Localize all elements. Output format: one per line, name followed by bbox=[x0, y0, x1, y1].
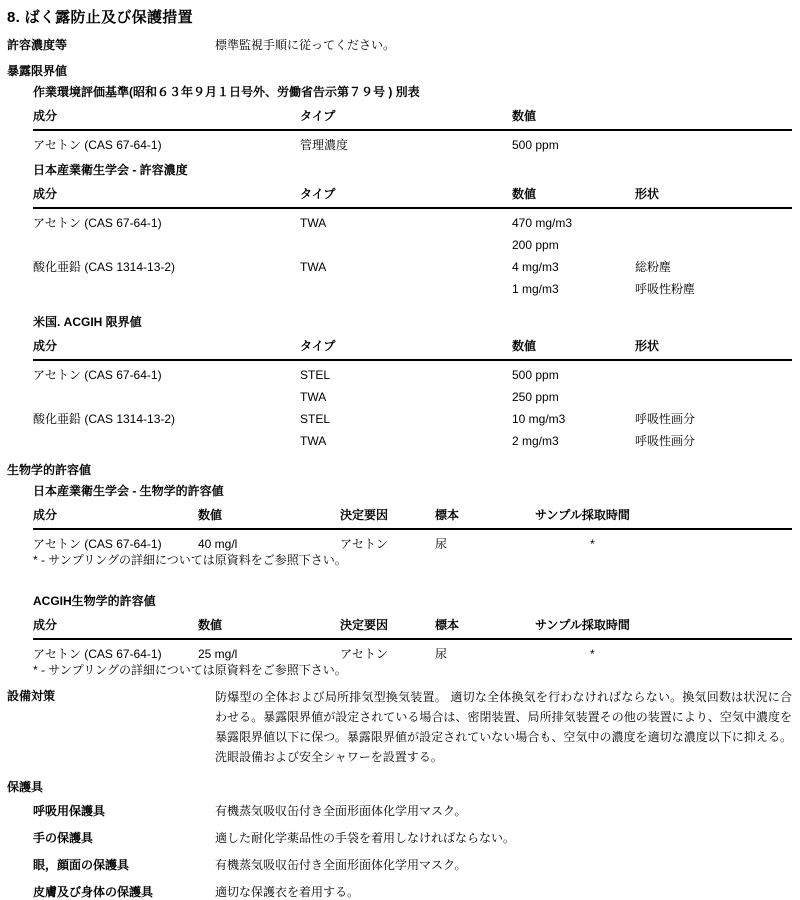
engineering-controls-label: 設備対策 bbox=[7, 689, 56, 703]
table-title-work-env-eval: 作業環境評価基準(昭和６３年９月１日号外、労働省告示第７９号 ) 別表 bbox=[33, 85, 420, 99]
sampling-note: * - サンプリングの詳細については原資料をご参照下さい。 bbox=[33, 663, 347, 677]
cell-specimen: 尿 bbox=[435, 537, 448, 551]
cell-type: TWA bbox=[300, 434, 327, 448]
table-title-jsoh-bio: 日本産業衛生学会 - 生物学的許容値 bbox=[33, 484, 224, 498]
header-value: 数値 bbox=[512, 109, 537, 123]
respiratory-protection-row bbox=[33, 802, 792, 819]
header-component: 成分 bbox=[33, 339, 58, 353]
table-row bbox=[33, 530, 792, 552]
skin-body-protection-label: 皮膚及び身体の保護具 bbox=[33, 885, 154, 899]
header-sampling-time: サンプル採取時間 bbox=[535, 508, 630, 522]
table-title-acgih-bio: ACGIH生物学的許容値 bbox=[33, 594, 156, 608]
permissible-concentration-row bbox=[7, 36, 792, 53]
header-type: タイプ bbox=[300, 109, 336, 123]
permissible-concentration-label: 許容濃度等 bbox=[7, 38, 68, 52]
cell-value: 10 mg/m3 bbox=[512, 412, 566, 426]
cell-form bbox=[635, 383, 792, 405]
exposure-limits-heading: 暴露限界値 bbox=[7, 64, 68, 78]
table-row bbox=[33, 231, 792, 253]
cell-value: 40 mg/l bbox=[198, 537, 238, 551]
eye-face-protection-value: 有機蒸気吸収缶付き全面形面体化学用マスク。 bbox=[215, 858, 467, 872]
exposure-limits-section bbox=[33, 83, 792, 449]
header-value: 数値 bbox=[198, 618, 223, 632]
header-component: 成分 bbox=[33, 109, 58, 123]
cell-form: 呼吸性画分 bbox=[635, 412, 696, 426]
header-type: タイプ bbox=[300, 187, 336, 201]
skin-body-protection-value: 適切な保護衣を着用する。 bbox=[215, 885, 360, 899]
cell-component: 酸化亜鉛 (CAS 1314-13-2) bbox=[33, 412, 176, 426]
cell-component: アセトン (CAS 67-64-1) bbox=[33, 368, 162, 382]
respiratory-protection-label: 呼吸用保護具 bbox=[33, 804, 106, 818]
cell-determinant: アセトン bbox=[340, 647, 388, 661]
cell-component bbox=[33, 231, 300, 253]
table-header-row bbox=[33, 616, 792, 638]
cell-type: TWA bbox=[300, 260, 327, 274]
cell-value: 4 mg/m3 bbox=[512, 260, 559, 274]
header-form bbox=[635, 107, 792, 124]
cell-value: 500 ppm bbox=[512, 368, 559, 382]
permissible-concentration-value: 標準監視手順に従ってください。 bbox=[215, 38, 396, 52]
table-row bbox=[33, 209, 792, 231]
table-header-row bbox=[33, 185, 792, 207]
cell-value: 200 ppm bbox=[512, 238, 559, 252]
cell-sampling-time: * bbox=[590, 537, 595, 551]
cell-type: TWA bbox=[300, 216, 327, 230]
cell-type: 管理濃度 bbox=[300, 138, 349, 152]
cell-type: STEL bbox=[300, 412, 331, 426]
table-title-jsoh: 日本産業衛生学会 - 許容濃度 bbox=[33, 163, 188, 177]
cell-type: TWA bbox=[300, 390, 327, 404]
cell-component bbox=[33, 383, 300, 405]
engineering-controls-row bbox=[7, 687, 792, 767]
header-specimen: 標本 bbox=[435, 618, 460, 632]
cell-form bbox=[635, 361, 792, 383]
cell-form: 総粉塵 bbox=[635, 260, 672, 274]
header-sampling-time: サンプル採取時間 bbox=[535, 618, 630, 632]
eye-face-protection-label: 眼，顔面の保護具 bbox=[33, 858, 130, 872]
cell-value: 1 mg/m3 bbox=[512, 282, 559, 296]
eye-face-protection-row bbox=[33, 856, 792, 873]
hand-protection-value: 適した耐化学薬品性の手袋を着用しなければならない。 bbox=[215, 831, 516, 845]
cell-specimen: 尿 bbox=[435, 647, 448, 661]
cell-form: 呼吸性画分 bbox=[635, 434, 696, 448]
header-type: タイプ bbox=[300, 339, 336, 353]
cell-component: アセトン (CAS 67-64-1) bbox=[33, 138, 162, 152]
table-header-row bbox=[33, 107, 792, 129]
table-row bbox=[33, 383, 792, 405]
cell-form bbox=[635, 131, 792, 153]
cell-component: アセトン (CAS 67-64-1) bbox=[33, 216, 162, 230]
header-component: 成分 bbox=[33, 187, 58, 201]
header-form: 形状 bbox=[635, 339, 660, 353]
header-value: 数値 bbox=[512, 187, 537, 201]
table-row bbox=[33, 131, 792, 153]
sampling-note: * - サンプリングの詳細については原資料をご参照下さい。 bbox=[33, 553, 347, 567]
table-row bbox=[33, 275, 792, 297]
engineering-controls-value: 防爆型の全体および局所排気型換気装置。 適切な全体換気を行わなければならない。換気回数は状況に合わせる。暴露限界値が設定されている場合は、密閉装置、局所排気装置その他の装置により、空気中濃度を暴露限界値以下に保つ。暴露限界値が設定されていない場合も、空気中の濃度を適切な濃度以下に抑える。 洗眼設備および安全シャワーを設置する。 bbox=[215, 690, 792, 764]
table-row bbox=[33, 361, 792, 383]
cell-value: 470 mg/m3 bbox=[512, 216, 573, 230]
cell-component: アセトン (CAS 67-64-1) bbox=[33, 537, 162, 551]
header-value: 数値 bbox=[512, 339, 537, 353]
table-row bbox=[33, 405, 792, 427]
table-header-row bbox=[33, 337, 792, 359]
skin-body-protection-row bbox=[33, 883, 792, 900]
respiratory-protection-value: 有機蒸気吸収缶付き全面形面体化学用マスク。 bbox=[215, 804, 467, 818]
cell-value: 25 mg/l bbox=[198, 647, 238, 661]
cell-sampling-time: * bbox=[590, 647, 595, 661]
cell-value: 250 ppm bbox=[512, 390, 559, 404]
hand-protection-label: 手の保護具 bbox=[33, 831, 94, 845]
header-form: 形状 bbox=[635, 187, 660, 201]
hand-protection-row bbox=[33, 829, 792, 846]
header-determinant: 決定要因 bbox=[340, 618, 389, 632]
cell-component: アセトン (CAS 67-64-1) bbox=[33, 647, 162, 661]
cell-type bbox=[300, 231, 512, 253]
cell-value: 500 ppm bbox=[512, 138, 559, 152]
cell-component bbox=[33, 427, 300, 449]
header-determinant: 決定要因 bbox=[340, 508, 389, 522]
section-title: 8. ばく露防止及び保護措置 bbox=[7, 9, 193, 26]
header-value: 数値 bbox=[198, 508, 223, 522]
cell-type bbox=[300, 275, 512, 297]
table-row bbox=[33, 427, 792, 449]
table-title-acgih: 米国. ACGIH 限界値 bbox=[33, 315, 142, 329]
cell-determinant: アセトン bbox=[340, 537, 388, 551]
table-row bbox=[33, 640, 792, 662]
header-component: 成分 bbox=[33, 618, 58, 632]
cell-component: 酸化亜鉛 (CAS 1314-13-2) bbox=[33, 260, 176, 274]
cell-type: STEL bbox=[300, 368, 331, 382]
protective-equipment-heading: 保護具 bbox=[7, 780, 44, 794]
biological-limits-section bbox=[33, 482, 792, 678]
biological-limits-heading: 生物学的許容値 bbox=[7, 463, 92, 477]
table-header-row bbox=[33, 506, 792, 528]
protective-equipment-section bbox=[33, 802, 792, 900]
header-component: 成分 bbox=[33, 508, 58, 522]
cell-form bbox=[635, 209, 792, 231]
cell-form bbox=[635, 231, 792, 253]
cell-component bbox=[33, 275, 300, 297]
header-specimen: 標本 bbox=[435, 508, 460, 522]
cell-form: 呼吸性粉塵 bbox=[635, 282, 696, 296]
table-row bbox=[33, 253, 792, 275]
cell-value: 2 mg/m3 bbox=[512, 434, 559, 448]
